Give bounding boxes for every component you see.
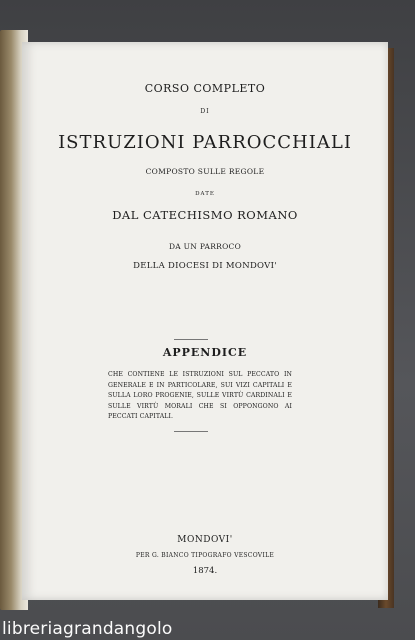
title-page	[22, 42, 388, 600]
imprint-year: 1874.	[192, 566, 218, 576]
watermark: libreriagrandangolo	[2, 619, 173, 639]
book-title: ISTRUZIONI PARROCCHIALI	[58, 132, 352, 153]
appendix-text: CHE CONTIENE LE ISTRUZIONI SUL PECCATO IN GENERALE E IN PARTICOLARE, SUI VIZI CAPITALI E SULLA LORO PROGENIE, SULLE VIRTÙ CARDINALI E SULLE VIRTÙ MORALI CHE SI OPPONGONO AI PECCATI CAPITALI.	[108, 371, 292, 420]
date-line: DATE	[195, 191, 215, 197]
divider	[174, 339, 208, 340]
imprint-city: MONDOVI'	[177, 535, 233, 545]
imprint-printer: PER G. BIANCO TIPOGRAFO VESCOVILE	[135, 552, 275, 559]
appendix-heading: APPENDICE	[162, 346, 248, 359]
composed-line: COMPOSTO SULLE REGOLE	[145, 167, 265, 176]
diocese-line: DELLA DIOCESI DI MONDOVI'	[133, 261, 277, 271]
di-line: DI	[200, 108, 210, 115]
catechism-line: DAL CATECHISMO ROMANO	[112, 208, 298, 222]
author-line: DA UN PARROCO	[168, 242, 242, 251]
divider	[174, 431, 208, 432]
course-line: CORSO COMPLETO	[144, 82, 266, 95]
